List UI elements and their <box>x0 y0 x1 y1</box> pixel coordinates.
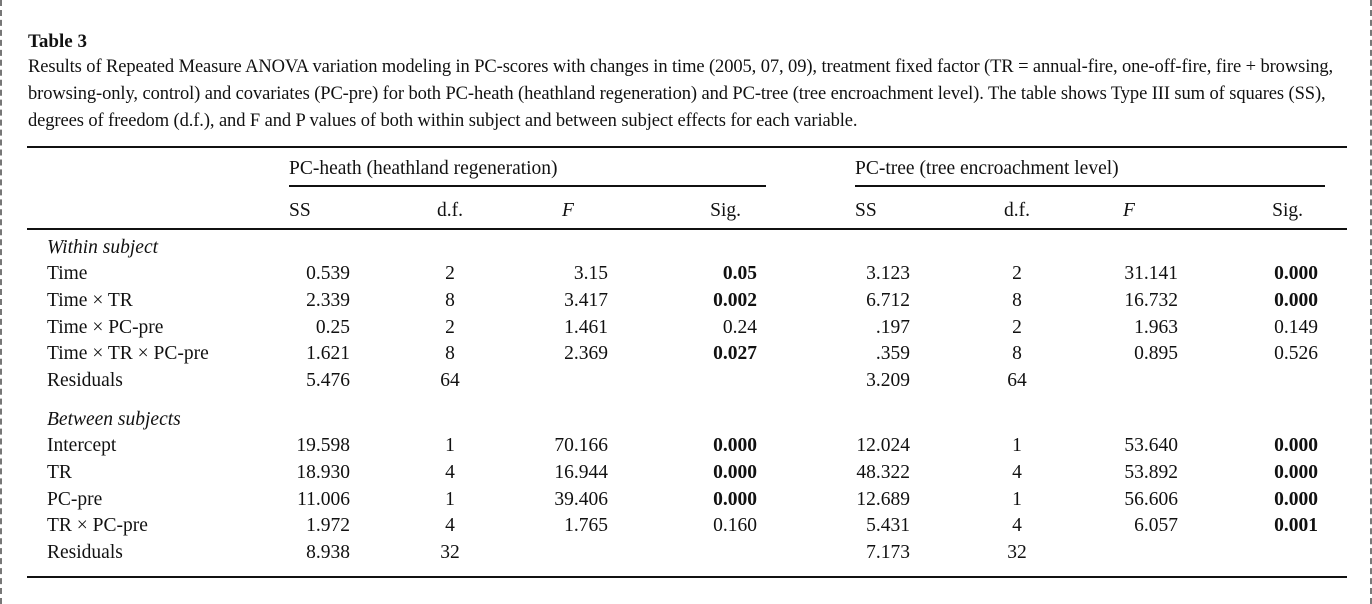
table-cell: 0.895 <box>1134 343 1178 365</box>
table-cell: 0.000 <box>1274 263 1318 284</box>
table-cell: 4 <box>445 461 455 483</box>
column-header: Sig. <box>710 200 741 221</box>
group-rule-pc-heath <box>289 185 766 187</box>
table-cell: 64 <box>1007 370 1027 392</box>
table-cell: 4 <box>1012 461 1022 483</box>
table-cell: 16.732 <box>1124 289 1178 311</box>
caption-line: degrees of freedom (d.f.), and F and P values of both within subject and between subject effects for each variable. <box>28 111 858 131</box>
table-cell: 3.123 <box>866 263 910 284</box>
row-label: Time × TR × PC-pre <box>47 343 209 365</box>
table-cell: 1 <box>1012 435 1022 456</box>
column-header: SS <box>855 200 877 221</box>
table-cell: 0.000 <box>1274 461 1318 483</box>
table-cell: 0.526 <box>1274 343 1318 365</box>
table-cell: 8 <box>1012 289 1022 311</box>
table-cell: 0.000 <box>1274 435 1318 456</box>
table-cell: 2 <box>1012 316 1022 338</box>
row-label: TR × PC-pre <box>47 515 148 537</box>
table-cell: 8 <box>445 289 455 311</box>
table-cell: 39.406 <box>554 488 608 510</box>
table-cell: 1.765 <box>564 515 608 537</box>
row-label: Intercept <box>47 435 117 456</box>
table-cell: 12.689 <box>856 488 910 510</box>
table-cell: 1 <box>445 435 455 456</box>
table-cell: 1.621 <box>306 343 350 365</box>
group-header-pc-heath: PC-heath (heathland regeneration) <box>289 158 558 179</box>
header-rule <box>27 228 1347 230</box>
section-label-between-subjects: Between subjects <box>47 409 181 430</box>
table-cell: 0.000 <box>713 435 757 456</box>
row-label: Residuals <box>47 370 123 392</box>
table-cell: 0.24 <box>722 316 757 338</box>
row-label: PC-pre <box>47 488 103 510</box>
table-cell: 32 <box>1007 542 1027 564</box>
table-cell: 64 <box>440 370 460 392</box>
table-cell: .359 <box>875 343 910 365</box>
column-header: F <box>562 200 574 221</box>
table-cell: 2 <box>445 316 455 338</box>
table-cell: 1.461 <box>564 316 608 338</box>
table-cell: 2.369 <box>564 343 608 365</box>
table-cell: 11.006 <box>297 488 350 510</box>
table-title: Table 3 <box>28 31 87 52</box>
table-cell: 0.001 <box>1274 515 1318 537</box>
caption-line: Results of Repeated Measure ANOVA variation modeling in PC-scores with changes in time (2005, 07, 09), treatment fixed factor (TR = annual-fire, one-off-fire, fire + browsing, <box>28 57 1334 77</box>
group-rule-pc-tree <box>855 185 1325 187</box>
table-cell: 2 <box>445 263 455 284</box>
column-header: d.f. <box>1004 200 1030 221</box>
table-cell: 2 <box>1012 263 1022 284</box>
table-cell: 0.05 <box>722 263 757 284</box>
table-cell: 0.000 <box>1274 488 1318 510</box>
table-cell: 0.000 <box>713 488 757 510</box>
table-cell: 8.938 <box>306 542 350 564</box>
table-cell: 5.431 <box>866 515 910 537</box>
bottom-rule <box>27 576 1347 578</box>
row-label: TR <box>47 461 72 483</box>
table-cell: 18.930 <box>296 461 350 483</box>
table-cell: 70.166 <box>554 435 608 456</box>
table-cell: 5.476 <box>306 370 350 392</box>
table-cell: 56.606 <box>1124 488 1178 510</box>
table-cell: 0.000 <box>713 461 757 483</box>
table-cell: 3.417 <box>564 289 608 311</box>
table-cell: 2.339 <box>306 289 350 311</box>
table-cell: .197 <box>875 316 910 338</box>
column-header: Sig. <box>1272 200 1303 221</box>
table-cell: 1 <box>445 488 455 510</box>
table-cell: 3.209 <box>866 370 910 392</box>
table-cell: 3.15 <box>573 263 608 284</box>
column-header: SS <box>289 200 311 221</box>
row-label: Time × TR <box>47 289 133 311</box>
table-cell: 53.640 <box>1124 435 1178 456</box>
caption-line: browsing-only, control) and covariates (PC-pre) for both PC-heath (heathland regeneration) and PC-tree (tree encroachment level). The table shows Type III sum of squares (SS), <box>28 84 1326 104</box>
column-header: F <box>1123 200 1135 221</box>
table-cell: 0.002 <box>713 289 757 311</box>
table-cell: 48.322 <box>856 461 910 483</box>
row-label: Residuals <box>47 542 123 564</box>
column-header: d.f. <box>437 200 463 221</box>
section-label-within-subject: Within subject <box>47 237 159 258</box>
table-cell: 0.160 <box>713 515 757 537</box>
table-cell: 0.000 <box>1274 289 1318 311</box>
table-caption <box>28 30 1348 135</box>
table-cell: 6.712 <box>866 289 910 311</box>
group-header-pc-tree: PC-tree (tree encroachment level) <box>855 158 1119 179</box>
table-cell: 19.598 <box>296 435 350 456</box>
row-label: Time × PC-pre <box>47 316 164 338</box>
row-label: Time <box>47 263 88 284</box>
table-cell: 4 <box>1012 515 1022 537</box>
table-cell: 32 <box>440 542 460 564</box>
table-cell: 1.972 <box>306 515 350 537</box>
left-dashed-border <box>0 0 2 604</box>
table-cell: 6.057 <box>1134 515 1178 537</box>
table-cell: 0.539 <box>306 263 350 284</box>
table-cell: 0.027 <box>713 343 757 365</box>
table-cell: 8 <box>1012 343 1022 365</box>
table-cell: 12.024 <box>856 435 910 456</box>
table-cell: 7.173 <box>866 542 910 564</box>
table-cell: 53.892 <box>1124 461 1178 483</box>
table-cell: 0.149 <box>1274 316 1318 338</box>
table-cell: 0.25 <box>315 316 350 338</box>
table-cell: 8 <box>445 343 455 365</box>
table-cell: 1 <box>1012 488 1022 510</box>
table-cell: 1.963 <box>1134 316 1178 338</box>
table-cell: 31.141 <box>1124 263 1178 284</box>
table-cell: 16.944 <box>554 461 608 483</box>
table-cell: 4 <box>445 515 455 537</box>
top-rule <box>27 146 1347 148</box>
